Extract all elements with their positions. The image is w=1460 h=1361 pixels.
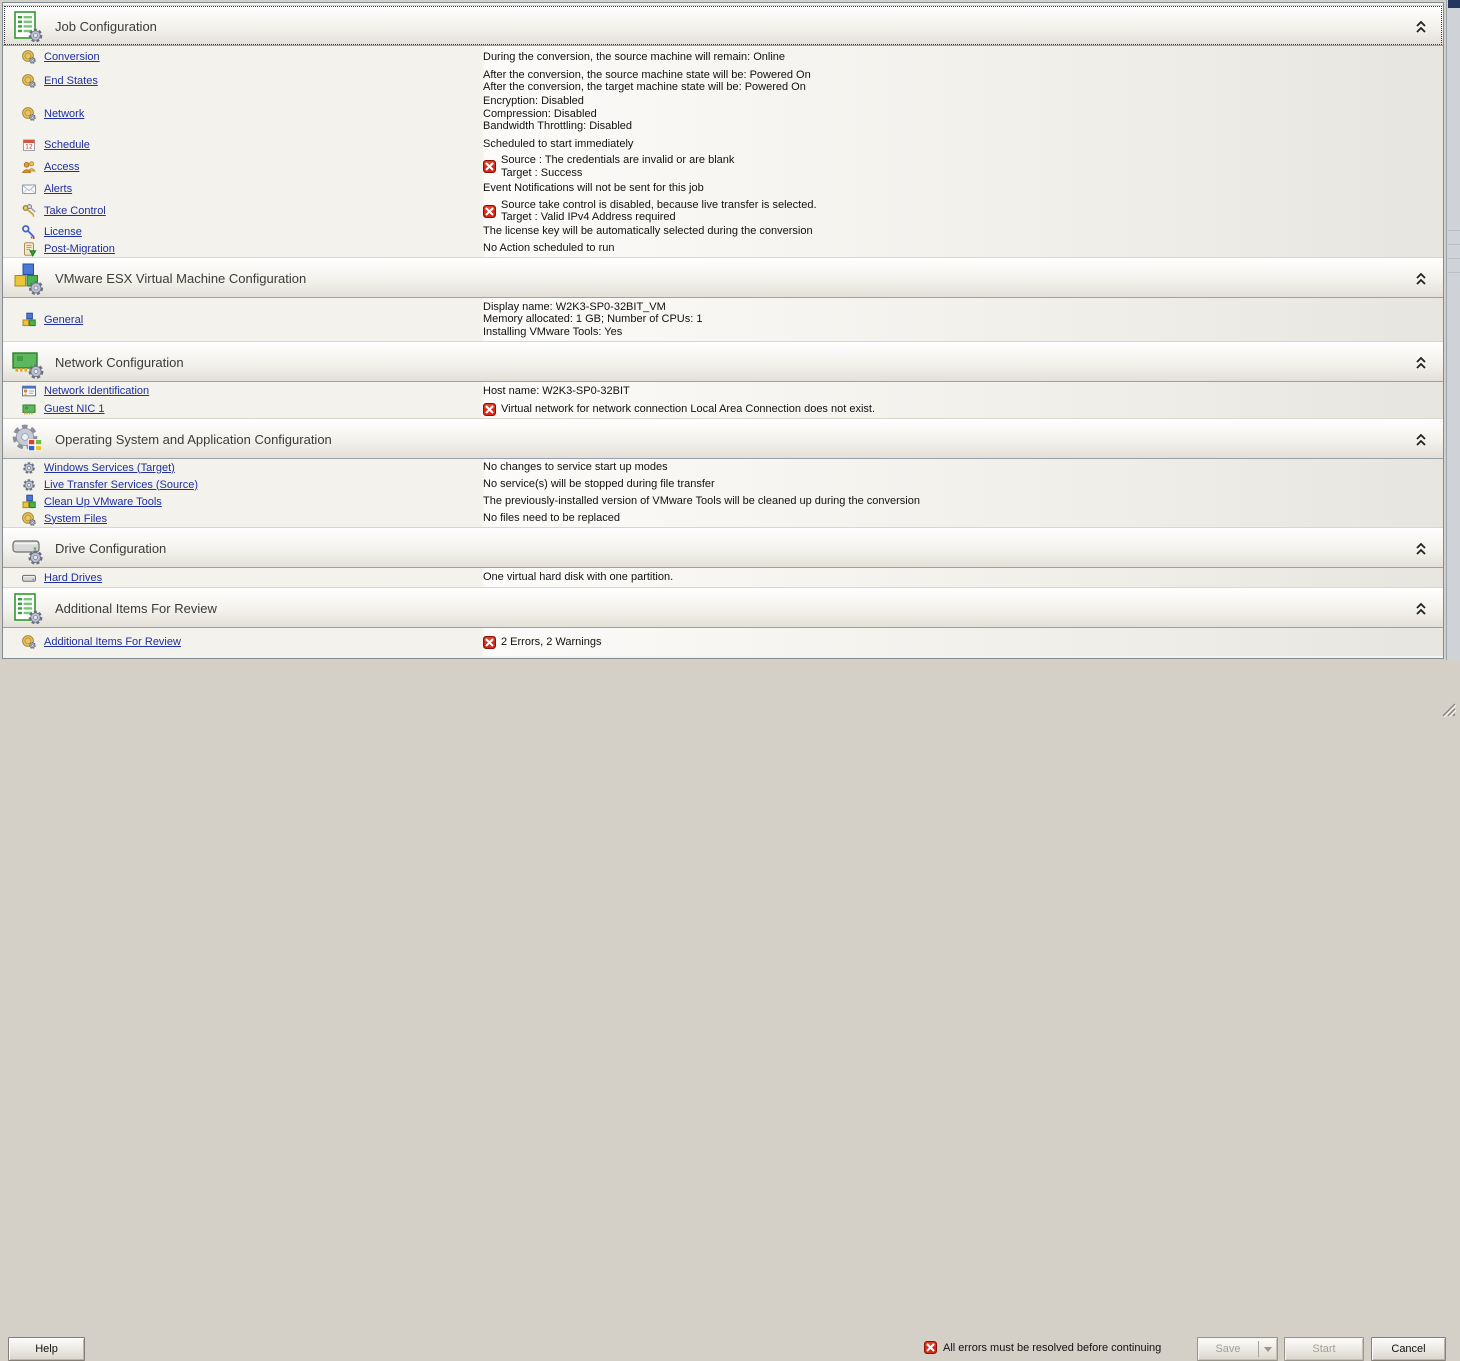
- detail-text: Encryption: Disabled: [483, 95, 584, 108]
- detail-lines: [501, 636, 601, 649]
- collapse-chevron-icon[interactable]: [1415, 272, 1427, 286]
- detail-text: Target : Valid IPv4 Address required: [501, 211, 676, 223]
- detail-lines: [483, 495, 920, 508]
- footer-bar: [0, 660, 1460, 1355]
- row-detail-network: [483, 95, 632, 133]
- link-network[interactable]: Network: [44, 108, 85, 120]
- row-detail-license: [483, 225, 813, 238]
- drive-configuration-icon: [11, 532, 45, 566]
- row-left-conversion: [3, 49, 483, 65]
- row-detail-windows-services-target: [483, 461, 668, 474]
- section-title: Operating System and Application Configuration: [55, 432, 332, 447]
- section-title: VMware ESX Virtual Machine Configuration: [55, 271, 307, 286]
- error-icon: [483, 636, 496, 649]
- row-left-take-control: [3, 203, 483, 219]
- link-system-files[interactable]: System Files: [44, 512, 107, 525]
- drive-icon: [21, 570, 37, 586]
- cubes-icon: [21, 494, 37, 510]
- collapse-chevron-icon[interactable]: [1415, 356, 1427, 370]
- detail-lines: [483, 385, 630, 398]
- detail-text: Host name: W2K3-SP0-32BIT: [483, 384, 630, 397]
- row-left-system-files: [3, 511, 483, 527]
- error-icon: [483, 160, 496, 173]
- summary-row-schedule: [3, 134, 1443, 155]
- detail-lines: [483, 478, 715, 491]
- row-detail-system-files: [483, 512, 620, 525]
- link-end-states[interactable]: End States: [44, 75, 98, 87]
- save-dropdown-arrow-icon[interactable]: [1259, 1338, 1277, 1360]
- detail-text: No Action scheduled to run: [483, 242, 615, 255]
- coin-gear-icon: [21, 511, 37, 527]
- row-detail-live-transfer-services-source: [483, 478, 715, 491]
- background-window-strip: [1446, 0, 1460, 723]
- row-left-network-identification: [3, 383, 483, 399]
- link-license[interactable]: License: [44, 225, 82, 238]
- row-left-alerts: [3, 181, 483, 197]
- cubes-icon: [21, 312, 37, 328]
- row-detail-additional-items-for-review: [483, 636, 601, 649]
- detail-text: The previously-installed version of VMware Tools will be cleaned up during the conversion: [483, 495, 920, 508]
- section-header-vmware-esx-virtual-machine-configuration: [3, 257, 1443, 298]
- cancel-button-label: Cancel: [1391, 1343, 1426, 1355]
- os-configuration-icon: [11, 423, 45, 457]
- row-detail-take-control: [483, 199, 817, 224]
- netid-icon: [21, 383, 37, 399]
- scroll-icon: [21, 241, 37, 257]
- row-left-general: [3, 312, 483, 328]
- link-post-migration[interactable]: Post-Migration: [44, 242, 115, 255]
- detail-lines: [483, 512, 620, 525]
- calendar-icon: [21, 137, 37, 153]
- summary-row-windows-services-target: [3, 459, 1443, 476]
- summary-row-network: [3, 94, 1443, 134]
- link-network-identification[interactable]: Network Identification: [44, 385, 150, 397]
- resize-grip[interactable]: [1440, 701, 1456, 717]
- detail-lines: [483, 138, 633, 151]
- detail-lines: [483, 571, 673, 584]
- link-hard-drives[interactable]: Hard Drives: [44, 571, 103, 584]
- section-body-job-configuration: [3, 46, 1443, 257]
- detail-text: Bandwidth Throttling: Disabled: [483, 120, 632, 133]
- summary-row-additional-items-for-review: [3, 628, 1443, 656]
- summary-row-post-migration: [3, 240, 1443, 257]
- error-icon: [483, 205, 496, 218]
- gear-icon: [21, 460, 37, 476]
- link-windows-services-target[interactable]: Windows Services (Target): [44, 461, 175, 474]
- keys-icon: [21, 203, 37, 219]
- summary-row-guest-nic-1: [3, 400, 1443, 418]
- footer-status-text: All errors must be resolved before continuing: [943, 1341, 1162, 1354]
- row-detail-guest-nic-1: [483, 403, 875, 416]
- detail-lines: [501, 154, 734, 179]
- detail-text: After the conversion, the source machine state will be: Powered On: [483, 68, 811, 81]
- save-button[interactable]: [1197, 1337, 1278, 1361]
- detail-text: The license key will be automatically selected during the conversion: [483, 225, 813, 238]
- link-schedule[interactable]: Schedule: [44, 138, 90, 151]
- detail-text: Event Notifications will not be sent for this job: [483, 182, 704, 195]
- row-detail-network-identification: [483, 385, 630, 398]
- detail-text: During the conversion, the source machine will remain: Online: [483, 50, 786, 63]
- section-body-additional-items-for-review: [3, 628, 1443, 656]
- coin-gear-icon: [21, 73, 37, 89]
- section-body-operating-system-and-application-configuration: [3, 459, 1443, 527]
- detail-lines: [483, 69, 811, 94]
- coin-gear-icon: [21, 49, 37, 65]
- section-header-additional-items-for-review: [3, 587, 1443, 628]
- detail-lines: [483, 461, 668, 474]
- detail-lines: [483, 182, 704, 195]
- section-body-drive-configuration: [3, 568, 1443, 587]
- link-live-transfer-services-source[interactable]: Live Transfer Services (Source): [44, 478, 199, 491]
- start-button[interactable]: [1284, 1337, 1364, 1361]
- row-detail-general: [483, 301, 702, 339]
- background-window-fragment: [1448, 0, 1460, 8]
- additional-items-icon: [11, 592, 45, 626]
- detail-lines: [483, 95, 632, 133]
- envelope-icon: [21, 181, 37, 197]
- summary-row-general: [3, 298, 1443, 341]
- coin-gear-icon: [21, 634, 37, 650]
- summary-row-live-transfer-services-source: [3, 476, 1443, 493]
- section-header-drive-configuration: [3, 527, 1443, 568]
- summary-row-take-control: [3, 199, 1443, 223]
- people-icon: [21, 159, 37, 175]
- help-button[interactable]: [8, 1337, 85, 1361]
- section-title: Job Configuration: [55, 19, 157, 34]
- row-detail-post-migration: [483, 242, 614, 255]
- row-left-additional-items-for-review: [3, 634, 483, 650]
- collapse-chevron-icon[interactable]: [1415, 433, 1427, 447]
- link-clean-up-vmware-tools[interactable]: Clean Up VMware Tools: [44, 495, 162, 508]
- detail-text: Installing VMware Tools: Yes: [483, 325, 623, 338]
- footer-status: [924, 1341, 1161, 1354]
- section-body-vmware-esx-virtual-machine-configuration: [3, 298, 1443, 341]
- summary-row-clean-up-vmware-tools: [3, 493, 1443, 510]
- summary-row-network-identification: [3, 382, 1443, 400]
- collapse-chevron-icon[interactable]: [1415, 542, 1427, 556]
- row-left-post-migration: [3, 241, 483, 257]
- summary-row-access: [3, 155, 1443, 178]
- detail-text: After the conversion, the target machine state will be: Powered On: [483, 81, 806, 93]
- detail-lines: [501, 199, 817, 224]
- link-take-control[interactable]: Take Control: [44, 205, 106, 217]
- row-left-clean-up-vmware-tools: [3, 494, 483, 510]
- row-left-windows-services-target: [3, 460, 483, 476]
- summary-row-system-files: [3, 510, 1443, 527]
- section-title: Drive Configuration: [55, 541, 167, 556]
- detail-text: Source take control is disabled, because live transfer is selected.: [501, 198, 817, 211]
- row-left-network: [3, 106, 483, 122]
- link-access[interactable]: Access: [44, 160, 80, 173]
- detail-lines: [501, 403, 875, 416]
- detail-text: No files need to be replaced: [483, 512, 620, 525]
- row-detail-alerts: [483, 182, 704, 195]
- summary-row-hard-drives: [3, 568, 1443, 587]
- error-icon: [924, 1341, 937, 1354]
- detail-text: No service(s) will be stopped during file transfer: [483, 478, 715, 491]
- error-icon: [483, 403, 496, 416]
- section-header-operating-system-and-application-configuration: [3, 418, 1443, 459]
- cancel-button[interactable]: [1371, 1337, 1446, 1361]
- link-alerts[interactable]: Alerts: [44, 182, 73, 195]
- detail-lines: [483, 242, 614, 255]
- section-header-job-configuration: [3, 5, 1443, 46]
- row-detail-clean-up-vmware-tools: [483, 495, 920, 508]
- svg-text:12: 12: [25, 143, 33, 151]
- row-left-access: [3, 159, 483, 175]
- row-detail-end-states: [483, 69, 811, 94]
- detail-text: Target : Success: [501, 166, 583, 179]
- start-button-label: Start: [1312, 1343, 1336, 1355]
- detail-text: No changes to service start up modes: [483, 461, 668, 474]
- row-detail-conversion: [483, 51, 785, 64]
- detail-lines: [483, 225, 813, 238]
- summary-row-license: [3, 223, 1443, 240]
- row-left-guest-nic-1: [3, 401, 483, 417]
- summary-row-alerts: [3, 178, 1443, 199]
- save-button-label: Save: [1215, 1343, 1241, 1355]
- row-detail-access: [483, 154, 734, 179]
- detail-text: Source : The credentials are invalid or are blank: [501, 154, 735, 166]
- detail-text: Scheduled to start immediately: [483, 138, 634, 151]
- section-body-network-configuration: [3, 382, 1443, 418]
- detail-text: 2 Errors, 2 Warnings: [501, 635, 602, 648]
- nic-icon: [21, 401, 37, 417]
- link-guest-nic-1[interactable]: Guest NIC 1: [44, 403, 105, 415]
- key-icon: [21, 224, 37, 240]
- collapse-chevron-icon[interactable]: [1415, 602, 1427, 616]
- summary-row-conversion: [3, 46, 1443, 68]
- row-detail-schedule: [483, 138, 633, 151]
- row-left-schedule: [3, 137, 483, 153]
- detail-lines: [483, 301, 702, 339]
- vm-configuration-icon: [11, 262, 45, 296]
- link-additional-items-for-review[interactable]: Additional Items For Review: [44, 636, 181, 648]
- link-general[interactable]: General: [44, 313, 84, 326]
- summary-row-end-states: [3, 68, 1443, 94]
- coin-gear-icon: [21, 106, 37, 122]
- section-title: Network Configuration: [55, 355, 184, 370]
- row-left-license: [3, 224, 483, 240]
- gear-icon: [21, 477, 37, 493]
- job-configuration-icon: [11, 10, 45, 44]
- detail-text: Display name: W2K3-SP0-32BIT_VM: [483, 300, 666, 313]
- row-detail-hard-drives: [483, 571, 673, 584]
- section-header-network-configuration: [3, 341, 1443, 382]
- row-left-end-states: [3, 73, 483, 89]
- job-summary-panel: [2, 2, 1444, 659]
- section-title: Additional Items For Review: [55, 601, 217, 616]
- row-left-hard-drives: [3, 570, 483, 586]
- link-conversion[interactable]: Conversion: [44, 51, 100, 63]
- network-configuration-icon: [11, 346, 45, 380]
- help-button-label: Help: [35, 1343, 58, 1355]
- detail-text: Compression: Disabled: [483, 107, 597, 120]
- detail-text: Memory allocated: 1 GB; Number of CPUs: 1: [483, 313, 703, 326]
- row-left-live-transfer-services-source: [3, 477, 483, 493]
- collapse-chevron-icon[interactable]: [1415, 20, 1427, 34]
- detail-text: One virtual hard disk with one partition.: [483, 571, 674, 584]
- detail-lines: [483, 51, 785, 64]
- detail-text: Virtual network for network connection Local Area Connection does not exist.: [501, 402, 876, 415]
